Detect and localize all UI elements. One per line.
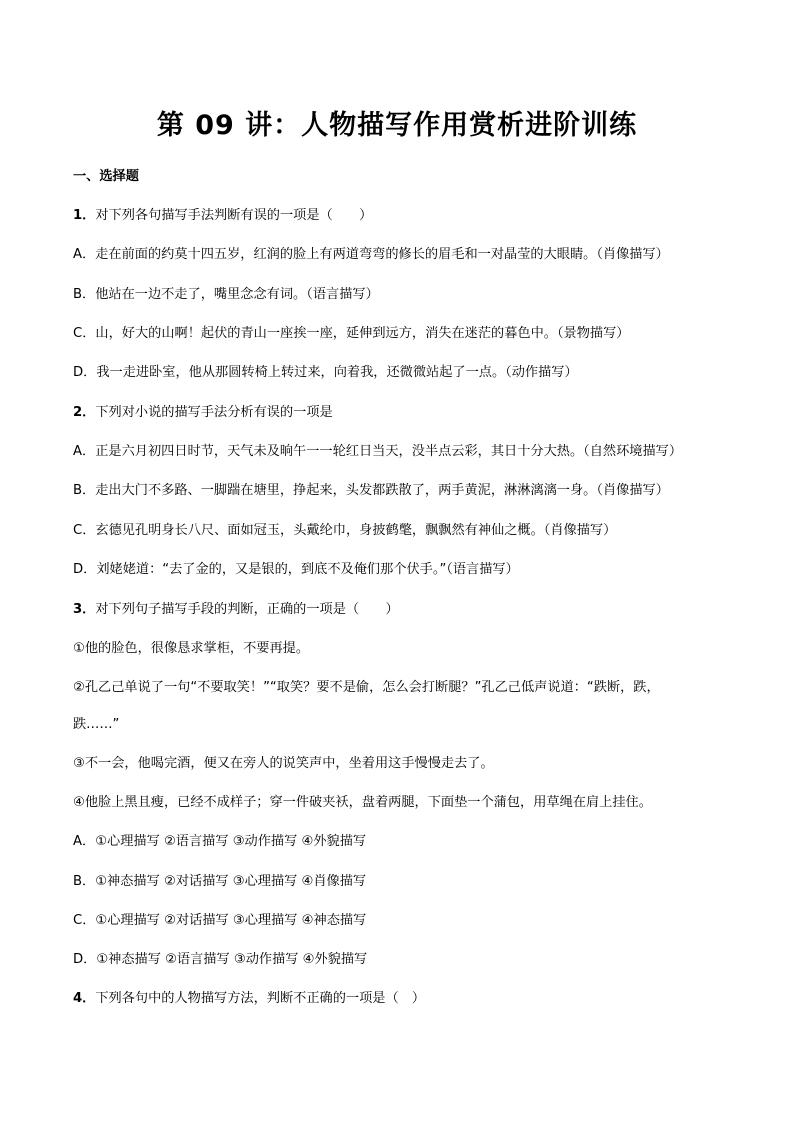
question-1-option-d: D．我一走进卧室，他从那圆转椅上转过来，向着我，还微微站起了一点。（动作描写） <box>73 365 578 380</box>
question-3-sentence-1: ①他的脸色，很像恳求掌柜，不要再提。 <box>73 641 310 656</box>
question-2 <box>73 404 333 422</box>
question-3-option-c: C．①心理描写 ②对话描写 ③心理描写 ④神态描写 <box>73 913 367 928</box>
question-stem: 下列对小说的描写手法分析有误的一项是 <box>95 405 333 420</box>
question-number: 2． <box>73 405 96 420</box>
question-number: 1． <box>73 208 96 223</box>
question-3-option-a: A．①心理描写 ②语言描写 ③动作描写 ④外貌描写 <box>73 834 367 849</box>
question-3 <box>73 601 399 619</box>
question-number: 4． <box>73 991 96 1006</box>
question-3-option-d: D．①神态描写 ②语言描写 ③动作描写 ④外貌描写 <box>73 952 368 967</box>
question-4 <box>73 990 425 1008</box>
question-3-sentence-2-cont: 跌……” <box>73 717 120 732</box>
question-stem: 对下列各句描写手法判断有误的一项是（ ） <box>95 208 373 223</box>
question-3-sentence-3: ③不一会，他喝完酒，便又在旁人的说笑声中，坐着用这手慢慢走去了。 <box>73 756 494 771</box>
question-number: 3． <box>73 602 96 617</box>
page-title: 第 09 讲：人物描写作用赏析进阶训练 <box>156 110 638 141</box>
question-3-sentence-2: ②孔乙己单说了一句“不要取笑！”“取笑？要不是偷，怎么会打断腿？”孔乙己低声说道：“跌断，跌， <box>73 680 660 695</box>
question-2-option-b: B．走出大门不多路、一脚踹在塘里，挣起来，头发都跌散了，两手黄泥，淋淋漓漓一身。（肖像描写） <box>73 483 669 498</box>
question-stem: 对下列句子描写手段的判断，正确的一项是（ ） <box>95 602 399 617</box>
question-3-option-b: B．①神态描写 ②对话描写 ③心理描写 ④肖像描写 <box>73 874 367 889</box>
question-3-sentence-4: ④他脸上黑且瘦，已经不成样子；穿一件破夹袄，盘着两腿，下面垫一个蒲包，用草绳在肩上挂住。 <box>73 795 652 810</box>
question-2-option-d: D．刘姥姥道：“去了金的，又是银的，到底不及俺们那个伏手。”（语言描写） <box>73 562 519 577</box>
section-heading: 一、选择题 <box>73 169 139 184</box>
question-2-option-c: C．玄德见孔明身长八尺、面如冠玉，头戴纶巾，身披鹤氅，飘飘然有神仙之概。（肖像描写） <box>73 523 617 538</box>
question-1 <box>73 207 372 225</box>
question-1-option-b: B．他站在一边不走了，嘴里念念有词。（语言描写） <box>73 287 379 302</box>
question-1-option-c: C．山，好大的山啊！起伏的青山一座挨一座，延伸到远方，消失在迷茫的暮色中。（景物描写） <box>73 326 630 341</box>
question-1-option-a: A．走在前面的约莫十四五岁，红润的脸上有两道弯弯的修长的眉毛和一对晶莹的大眼睛。（肖像描写） <box>73 247 669 262</box>
question-2-option-a: A．正是六月初四日时节，天气未及晌午一一轮红日当天，没半点云彩，其日十分大热。（自然环境描写） <box>73 444 683 459</box>
question-stem: 下列各句中的人物描写方法，判断不正确的一项是（ ） <box>95 991 426 1006</box>
